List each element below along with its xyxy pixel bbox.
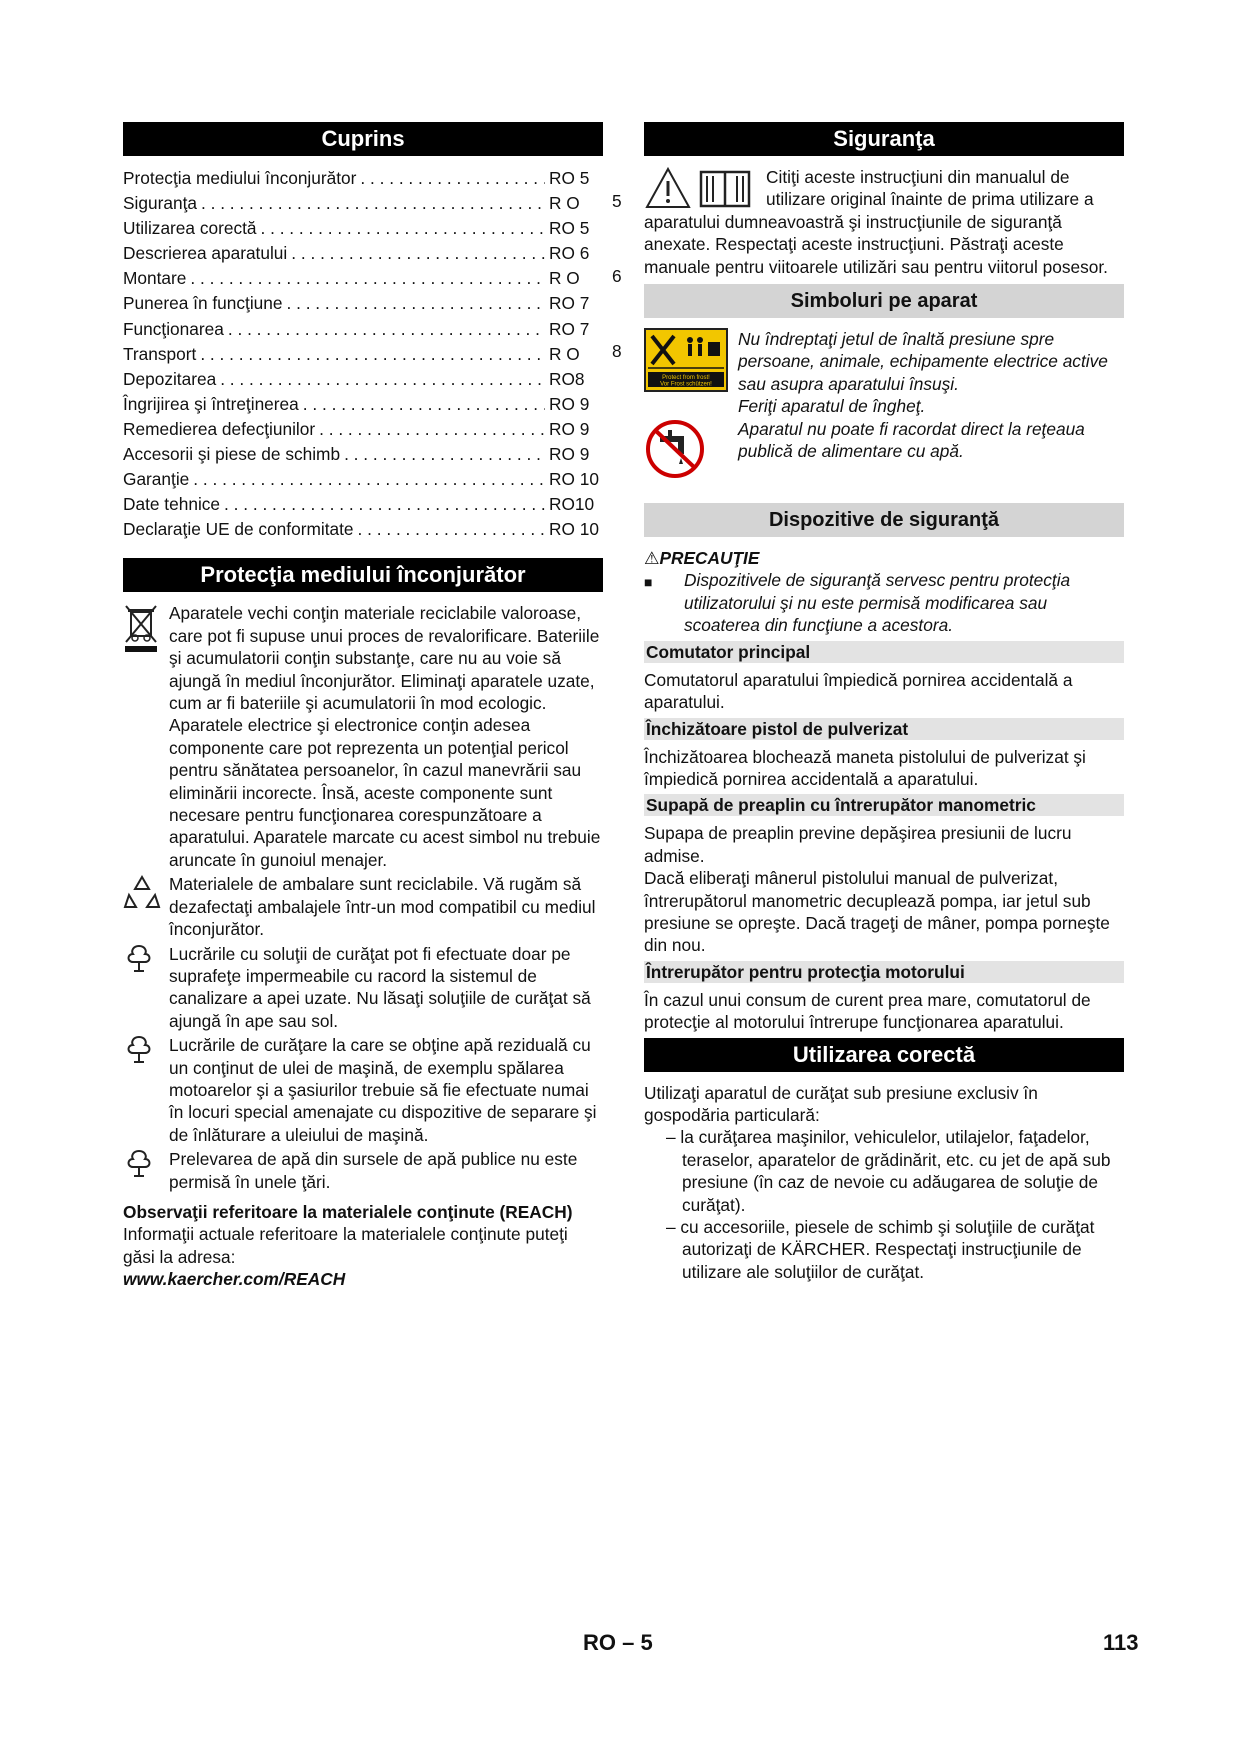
safety-title: Siguranţa bbox=[644, 122, 1124, 156]
main-switch-text: Comutatorul aparatului împiedică pornirea accidentală a aparatului. bbox=[644, 669, 1073, 713]
overflow-valve-text-2: Dacă eliberaţi mânerul pistolului manual de pulverizat, întrerupătorul manometric decuplează pompa, iar jetul sub presiune se opreşte. Dacă trageţi de mâner, pompa porneşte din nou. bbox=[644, 868, 1110, 956]
toc-entry-title: Funcţionarea bbox=[123, 318, 224, 339]
toc-entry-page: RO 7 bbox=[549, 318, 590, 339]
env-packaging-paragraph bbox=[123, 873, 603, 940]
toc-dot-leader bbox=[193, 467, 545, 492]
toc-dot-leader bbox=[303, 392, 545, 417]
toc-entry[interactable] bbox=[123, 266, 603, 291]
toc-entry-page: RO 10 bbox=[549, 469, 599, 490]
toc-entry[interactable] bbox=[123, 392, 603, 417]
label-line-1: Protect from frost! bbox=[662, 375, 710, 382]
toc-entry-page: R O bbox=[549, 268, 580, 289]
env-text-2: Aparatele electrice şi electronice conţin adesea componente care pot reprezenta un potenţial pericol pentru sănătatea persoanelor, în cazul manevrării sau eliminării incorecte. Însă, aceste componente sunt necesare pentru funcţionarea corespunzătoare a aparatului. Aparatele marcate cu acest simbol nu trebuie aruncate în gunoiul menajer. bbox=[169, 715, 601, 870]
toc-entry-title: Garanţie bbox=[123, 469, 190, 490]
toc-dot-leader bbox=[344, 442, 545, 467]
toc-entry[interactable] bbox=[123, 166, 603, 191]
symbol-water-row bbox=[644, 418, 1124, 485]
toc-entry-title: Îngrijirea şi întreţinerea bbox=[123, 393, 299, 414]
environment-tree-icon bbox=[123, 1148, 155, 1178]
caution-label: PRECAUŢIE bbox=[659, 548, 760, 569]
devices-title: Dispozitive de siguranţă bbox=[644, 503, 1124, 537]
toc-dot-leader bbox=[220, 367, 545, 392]
left-column bbox=[123, 122, 603, 1291]
toc-dot-leader bbox=[360, 166, 545, 191]
toc-dot-leader bbox=[358, 517, 545, 542]
side-page-number: 6 bbox=[612, 266, 622, 286]
gun-lock-text: Închizătoarea blochează maneta pistolului de pulverizat şi împiedică pornirea accidentală a aparatului. bbox=[644, 746, 1086, 789]
footer-page-number: 113 bbox=[1103, 1630, 1139, 1655]
toc-entry[interactable] bbox=[123, 291, 603, 316]
toc-entry-page: RO 9 bbox=[549, 393, 590, 414]
side-page-number: 8 bbox=[612, 341, 622, 361]
toc-entry-title: Protecţia mediului înconjurător bbox=[123, 168, 357, 188]
main-switch-heading: Comutator principal bbox=[644, 641, 1124, 663]
toc-entry-title: Siguranţa bbox=[123, 193, 197, 214]
caution-text: Dispozitivele de siguranţă servesc pentru protecţia utilizatorului şi nu este permisă modificarea sau scoaterea din funcţiune a acestora. bbox=[684, 570, 1071, 636]
symbol-1-text-b: Feriţi aparatul de îngheţ. bbox=[738, 396, 926, 417]
env-text-4: Lucrările cu soluţii de curăţat pot fi efectuate doar pe suprafeţe impermeabile cu racord la sistemul de canalizare a apei uzate. Nu lăsaţi soluţiile de curăţat să ajungă în ape sau sol. bbox=[169, 943, 591, 1031]
toc-entry-page: RO10 bbox=[549, 494, 595, 515]
symbol-1-text-a: Nu îndreptaţi jetul de înaltă presiune spre persoane, animale, echipamente electrice active sau asupra aparatului însuşi. bbox=[738, 329, 1108, 394]
toc-entry-page: RO 5 bbox=[549, 218, 590, 239]
overflow-valve-text-1: Supapa de preaplin previne depăşirea presiunii de lucru admise. bbox=[644, 823, 1072, 866]
bullet-square-icon: ■ bbox=[644, 574, 653, 591]
usage-item-1: – la curăţarea maşinilor, vehiculelor, utilajelor, faţadelor, teraselor, aparatelor de grădinărit, etc. cu jet de apă sub presiune (în caz de nevoie cu adăugarea de soluţie de curăţat). bbox=[666, 1127, 1111, 1215]
env-text-1: Aparatele vechi conţin materiale reciclabile valoroase, care pot fi supuse unui proces de revalorificare. Bateriile şi acumulatorii conţin substanţe, care nu au voie să ajungă în mediul înconjurător. Eliminaţi aparatele uzate, cum ar fi bateriile şi acumulatorii în mod ecologic. bbox=[169, 603, 600, 714]
no-direct-water-connection-icon bbox=[644, 418, 706, 480]
toc-entry-page: RO 9 bbox=[549, 418, 590, 439]
toc-dot-leader bbox=[200, 342, 545, 367]
toc-dot-leader bbox=[190, 266, 545, 291]
toc-dot-leader bbox=[201, 191, 545, 216]
toc-entry-page: RO 5 bbox=[549, 168, 590, 188]
env-oil-paragraph bbox=[123, 1034, 603, 1146]
toc-entry-title: Punerea în funcţiune bbox=[123, 293, 283, 314]
toc-entry-page: RO 9 bbox=[549, 444, 590, 465]
toc-entry-title: Depozitarea bbox=[123, 368, 217, 389]
toc-entry-title: Montare bbox=[123, 268, 187, 289]
toc-entry[interactable] bbox=[123, 216, 603, 241]
toc-entry-page: RO8 bbox=[549, 368, 585, 389]
env-text-6: Prelevarea de apă din sursele de apă publice nu este permisă în unele ţări. bbox=[169, 1149, 578, 1192]
toc-entry[interactable] bbox=[123, 517, 603, 542]
toc-entry-page: RO 7 bbox=[549, 293, 590, 314]
toc-dot-leader bbox=[287, 291, 546, 316]
toc-dot-leader bbox=[228, 317, 545, 342]
motor-protection-text: În cazul unui consum de curent prea mare, comutatorul de protecţie al motorului întrerupe funcţionarea aparatului. bbox=[644, 989, 1091, 1033]
toc-entry-title: Declaraţie UE de conformitate bbox=[123, 519, 354, 540]
toc-entry-title: Descrierea aparatului bbox=[123, 243, 288, 264]
label-line-2: Vor Frost schützen! bbox=[660, 381, 712, 388]
toc-entry-title: Transport bbox=[123, 343, 197, 364]
reach-text: Informaţii actuale referitoare la materialele conţinute puteţi găsi la adresa: bbox=[123, 1224, 568, 1267]
toc-entry-title: Date tehnice bbox=[123, 494, 221, 515]
toc-entry-page: R O bbox=[549, 343, 580, 364]
toc-dot-leader bbox=[224, 492, 545, 517]
usage-item-2: – cu accesoriile, piesele de schimb şi soluţiile de curăţat autorizaţi de KÄRCHER. Respectaţi instrucţiunile de utilizare ale soluţiilor de curăţat. bbox=[666, 1217, 1095, 1282]
symbol-pressure-row bbox=[644, 328, 1124, 418]
caution-warning-icon: ⚠ bbox=[644, 548, 660, 569]
toc-entry[interactable] bbox=[123, 317, 603, 342]
toc-dot-leader bbox=[261, 216, 546, 241]
usage-intro: Utilizaţi aparatul de curăţat sub presiune exclusiv în gospodăria particulară: bbox=[644, 1082, 1038, 1125]
overflow-valve-heading: Supapă de preaplin cu întrerupător manometric bbox=[644, 794, 1124, 816]
toc-entry-page: RO 6 bbox=[549, 243, 590, 264]
toc-entry[interactable] bbox=[123, 442, 603, 467]
motor-protection-heading: Întrerupător pentru protecţia motorului bbox=[644, 961, 1124, 983]
caution-bullet bbox=[644, 569, 1124, 636]
reach-heading: Observaţii referitoare la materialele conţinute (REACH) bbox=[123, 1201, 573, 1222]
warning-icon bbox=[644, 166, 692, 210]
table-of-contents bbox=[123, 166, 603, 542]
env-water-paragraph bbox=[123, 1148, 603, 1193]
caution-heading bbox=[644, 547, 1124, 569]
usage-title: Utilizarea corectă bbox=[644, 1038, 1124, 1072]
env-weee-paragraph bbox=[123, 602, 603, 871]
footer-section-label: RO – 5 bbox=[583, 1630, 653, 1655]
toc-entry-page: R O bbox=[549, 193, 580, 214]
toc-entry[interactable] bbox=[123, 241, 603, 266]
env-cleaning-paragraph bbox=[123, 943, 603, 1033]
toc-entry[interactable] bbox=[123, 191, 603, 216]
toc-entry[interactable] bbox=[123, 492, 603, 517]
right-column bbox=[644, 122, 1124, 1283]
reach-link[interactable]: www.kaercher.com/REACH bbox=[123, 1269, 346, 1290]
symbols-title: Simboluri pe aparat bbox=[644, 284, 1124, 318]
env-text-3: Materialele de ambalare sunt reciclabile. Vă rugăm să dezafectaţi ambalajele într-un mod compatibil cu mediul înconjurător. bbox=[169, 874, 596, 940]
gun-lock-heading: Închizătoare pistol de pulverizat bbox=[644, 718, 1124, 740]
environment-tree-icon bbox=[123, 943, 155, 973]
toc-entry[interactable] bbox=[123, 367, 603, 392]
toc-entry-title: Accesorii şi piese de schimb bbox=[123, 444, 341, 465]
env-section-title: Protecţia mediului înconjurător bbox=[123, 558, 603, 592]
toc-entry[interactable] bbox=[123, 342, 603, 367]
toc-entry[interactable] bbox=[123, 467, 603, 492]
pressure-jet-warning-label-icon bbox=[644, 328, 728, 392]
safety-intro-text: Citiţi aceste instrucţiuni din manualul de utilizare original înainte de prima utilizare a aparatului dumneavoastră şi instrucţiunile de siguranţă anexate. Respectaţi aceste instrucţiuni. Păstraţi aceste manuale pentru viitoarele utilizări sau pentru viitorul posesor. bbox=[644, 167, 1108, 277]
toc-entry-title: Utilizarea corectă bbox=[123, 218, 257, 239]
manual-book-icon bbox=[697, 166, 753, 210]
toc-dot-leader bbox=[291, 241, 545, 266]
safety-intro-icons bbox=[644, 166, 762, 210]
recycle-icon bbox=[123, 873, 161, 913]
toc-entry[interactable] bbox=[123, 417, 603, 442]
safety-intro-block bbox=[644, 166, 1124, 278]
environment-tree-icon bbox=[123, 1034, 155, 1064]
toc-entry-title: Remedierea defecţiunilor bbox=[123, 418, 316, 439]
toc-entry-page: RO 10 bbox=[549, 519, 599, 540]
symbol-2-text: Aparatul nu poate fi racordat direct la reţeaua publică de alimentare cu apă. bbox=[738, 418, 1085, 462]
side-page-number: 5 bbox=[612, 191, 622, 211]
toc-title: Cuprins bbox=[123, 122, 603, 156]
toc-dot-leader bbox=[319, 417, 545, 442]
crossed-bin-icon bbox=[123, 602, 159, 652]
env-text-5: Lucrările de curăţare la care se obţine apă reziduală cu un conţinut de ulei de maşină, de exemplu spălarea motoarelor şi a şasiurilor trebuie să fie efectuate numai în locuri special amenajate cu dispozitive de separare şi de înlăturare a uleiului de maşină. bbox=[169, 1035, 597, 1145]
